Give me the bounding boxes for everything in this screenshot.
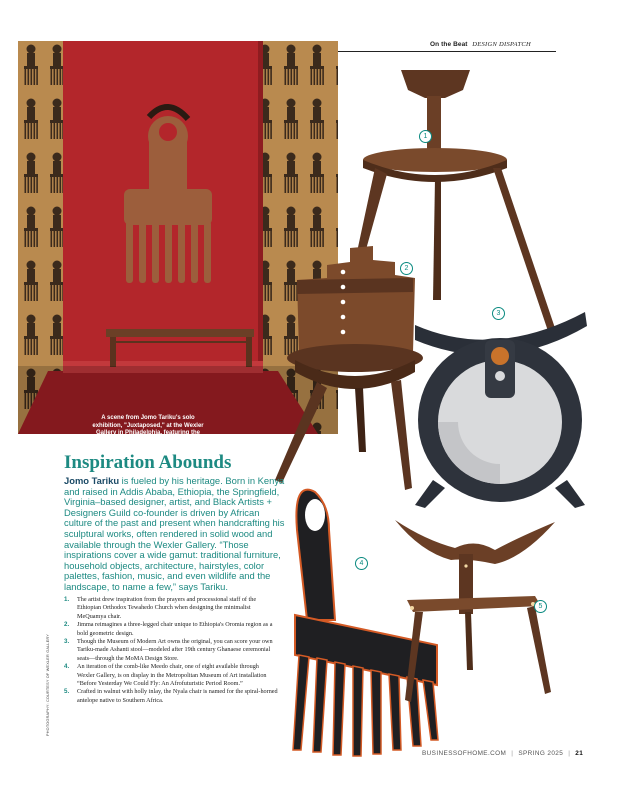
caption-number: 5. <box>64 688 70 696</box>
caption-number: 2. <box>64 621 70 629</box>
marker-5: 5 <box>534 600 547 613</box>
caption-item <box>64 638 278 663</box>
caption-item <box>64 663 278 688</box>
column-label: DESIGN DISPATCH <box>472 41 532 48</box>
ashanti-stool <box>415 312 587 508</box>
caption-number: 4. <box>64 663 70 671</box>
article-lede <box>64 476 286 593</box>
caption-number: 1. <box>64 596 70 603</box>
website-url: BUSINESSOFHOME.COM <box>422 750 507 757</box>
article-title: Inspiration Abounds <box>64 452 232 473</box>
photo-caption: A scene from Jomo Tariku's solo exhibition, "Juxtaposed," at the Wexler Gallery in Philadelphia, featuring the Meedo bench and wallpaper. <box>92 415 204 444</box>
chairs-illustration <box>255 60 600 760</box>
marker-3: 3 <box>492 307 505 320</box>
caption-text: Crafted in walnut with holly inlay, the Nyala chair is named for the spiral-horned antelope native to Southern Africa. <box>77 688 278 704</box>
caption-text: Jimma reimagines a three-legged chair unique to Ethiopia's Oromia region as a bold geometric design. <box>77 621 273 637</box>
marker-4: 4 <box>355 557 368 570</box>
caption-text: The artist drew inspiration from the prayers and processional staff of the Ethiopian Orthodox Tewahedo Church when designing the minimalist MeQuamya chair. <box>77 596 257 620</box>
caption-text: Though the Museum of Modern Art owns the original, you can score your own Tariku-made Ashanti stool—modeled after 19th century Ghanaese ceremonial seats—through the MoMA Design Store. <box>77 638 273 662</box>
caption-item <box>64 688 278 705</box>
marker-1: 1 <box>419 130 432 143</box>
designer-name: Jomo Tariku <box>64 475 120 486</box>
header-rule <box>338 51 556 52</box>
lede-text: is fueled by his heritage. Born in Kenya and raised in Addis Ababa, Ethiopia, the Springfield, Virginia–based designer, artist, and Black Artists + Designers Guild co-founder is driven by African culture of the past and present when handcrafting his sculptural works, often rendered in solid wood and available through the Wexler Gallery. “Those inspirations cover a wide gamut: traditional furniture, household objects, architecture, hairstyles, color palettes, fashion, music, and even wildlife and the landscape, to name a few,” says Tariku. <box>64 475 285 592</box>
page-number: 21 <box>575 750 584 757</box>
section-label: On the Beat <box>430 41 468 48</box>
jimma-chair <box>275 246 423 490</box>
caption-text: An iteration of the comb-like Meedo chair, one of eight available through Wexler Gallery, is on display in the Metropolitan Museum of Art installation “Before Yesterday We Could Fly: An Afrofuturistic Period Room.” <box>77 663 267 688</box>
marker-2: 2 <box>400 262 413 275</box>
caption-list <box>64 596 278 705</box>
issue-label: SPRING 2025 <box>518 750 564 757</box>
caption-number: 3. <box>64 638 70 646</box>
caption-item <box>64 621 278 638</box>
photo-credit: PHOTOGRAPHY: COURTESY OF WEXLER GALLERY <box>46 633 50 736</box>
caption-item <box>64 596 278 621</box>
running-header <box>430 41 531 48</box>
page-footer: BUSINESSOFHOME.COM | SPRING 2025 | 21 <box>422 750 584 757</box>
